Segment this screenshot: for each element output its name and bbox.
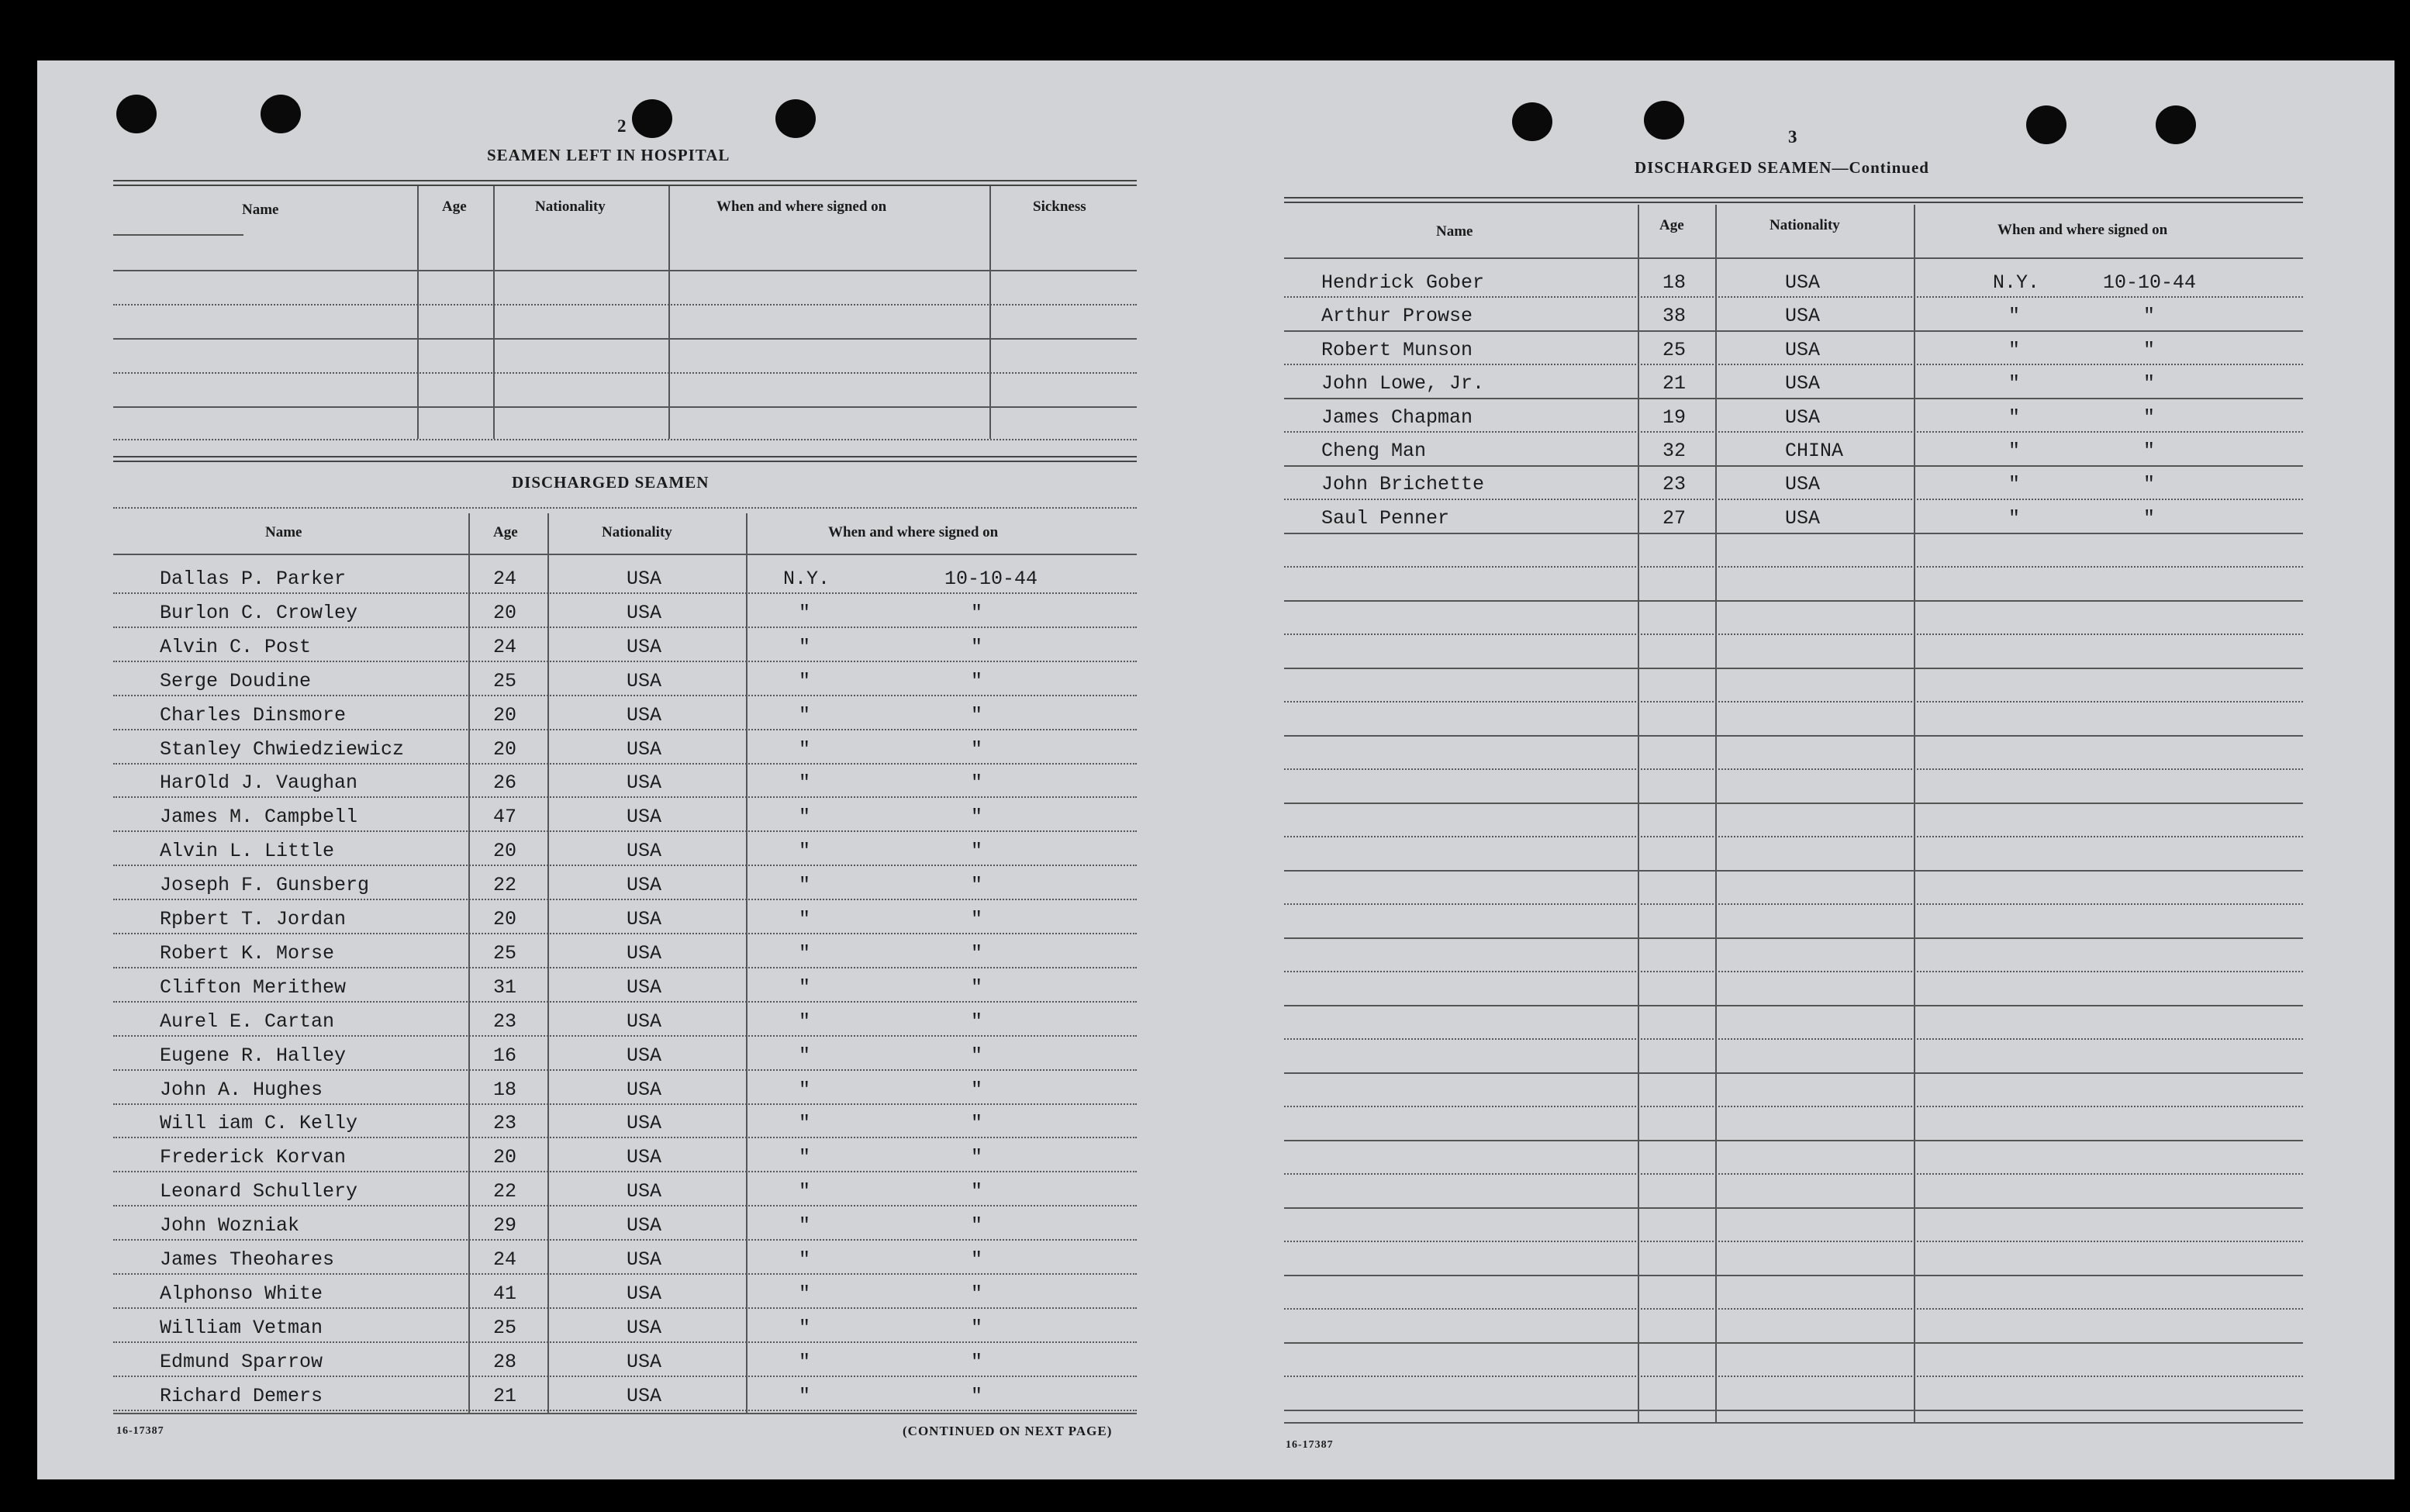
row-rule	[1284, 600, 2303, 602]
signed-on-place: "	[2008, 372, 2021, 395]
rule	[417, 186, 419, 439]
row-rule	[1284, 1005, 2303, 1006]
seaman-age: 23	[1662, 473, 1687, 495]
seaman-age: 21	[1662, 372, 1687, 395]
seaman-age: 20	[493, 840, 517, 862]
seaman-name: Cheng Man	[1321, 440, 1427, 462]
signed-on-place: "	[2008, 305, 2021, 327]
signed-on-place: "	[799, 1146, 811, 1169]
rule	[1638, 205, 1639, 1422]
seaman-age: 16	[493, 1044, 517, 1067]
seaman-age: 18	[1662, 271, 1687, 294]
signed-on-place: "	[799, 602, 811, 624]
seaman-age: 20	[493, 908, 517, 930]
signed-on-place: "	[799, 1351, 811, 1373]
seaman-nationality: USA	[627, 738, 662, 761]
rule	[113, 304, 1137, 306]
seaman-age: 25	[493, 1317, 517, 1339]
seaman-name: Joseph F. Gunsberg	[160, 874, 370, 896]
row-rule	[113, 933, 1137, 934]
seaman-age: 25	[1662, 339, 1687, 361]
seaman-nationality: USA	[627, 636, 662, 658]
rule	[668, 186, 670, 439]
signed-on-date: "	[971, 840, 983, 862]
seaman-nationality: USA	[627, 840, 662, 862]
row-rule	[1284, 566, 2303, 568]
punch-hole	[116, 95, 157, 133]
seaman-name: Dallas P. Parker	[160, 568, 347, 590]
seaman-age: 20	[493, 1146, 517, 1169]
seaman-nationality: USA	[627, 942, 662, 965]
signed-on-place: "	[799, 1044, 811, 1067]
hospital-section-title: SEAMEN LEFT IN HOSPITAL	[487, 146, 730, 164]
row-rule	[1284, 398, 2303, 399]
punch-hole	[2156, 105, 2196, 144]
signed-on-date: "	[2143, 305, 2156, 327]
discharged-header-name: Name	[265, 524, 302, 540]
row-rule	[113, 1069, 1137, 1071]
rule	[468, 513, 470, 1413]
seaman-name: Aurel E. Cartan	[160, 1010, 335, 1033]
seaman-age: 20	[493, 602, 517, 624]
signed-on-place: "	[799, 1248, 811, 1271]
signed-on-place: "	[799, 874, 811, 896]
row-rule	[113, 1273, 1137, 1275]
seaman-nationality: USA	[627, 1180, 662, 1203]
row-rule	[1284, 431, 2303, 433]
seaman-nationality: USA	[1785, 406, 1821, 429]
seaman-age: 25	[493, 670, 517, 692]
seaman-name: HarOld J. Vaughan	[160, 772, 358, 794]
document-sheet	[37, 60, 2394, 1479]
right-header-name: Name	[1436, 223, 1473, 240]
signed-on-date: "	[971, 670, 983, 692]
signed-on-place: "	[799, 772, 811, 794]
signed-on-date: "	[971, 1351, 983, 1373]
signed-on-date: "	[971, 636, 983, 658]
seaman-name: James Chapman	[1321, 406, 1473, 429]
row-rule	[113, 830, 1137, 832]
seaman-age: 32	[1662, 440, 1687, 462]
rule	[1715, 205, 1717, 1422]
seaman-nationality: USA	[1785, 507, 1821, 530]
signed-on-date: "	[971, 1112, 983, 1134]
row-rule	[1284, 1275, 2303, 1276]
seaman-name: Rpbert T. Jordan	[160, 908, 347, 930]
signed-on-date: "	[971, 704, 983, 727]
seaman-nationality: USA	[627, 874, 662, 896]
signed-on-place: "	[2008, 406, 2021, 429]
row-rule	[113, 1341, 1137, 1343]
signed-on-date: "	[971, 1385, 983, 1407]
seaman-age: 25	[493, 942, 517, 965]
seaman-nationality: USA	[627, 806, 662, 828]
seaman-nationality: USA	[1785, 473, 1821, 495]
left-page-number: 2	[617, 116, 627, 136]
hospital-header-signed-on: When and where signed on	[716, 198, 887, 215]
signed-on-date: "	[971, 908, 983, 930]
row-rule	[113, 1103, 1137, 1105]
seaman-name: Leonard Schullery	[160, 1180, 358, 1203]
row-rule	[1284, 633, 2303, 635]
rule	[989, 186, 991, 439]
seaman-age: 22	[493, 1180, 517, 1203]
seaman-name: Edmund Sparrow	[160, 1351, 323, 1373]
row-rule	[1284, 870, 2303, 872]
signed-on-place: N.Y.	[1993, 271, 2040, 294]
row-rule	[113, 729, 1137, 730]
seaman-nationality: USA	[627, 1044, 662, 1067]
punch-hole	[2026, 105, 2066, 144]
seaman-name: Burlon C. Crowley	[160, 602, 358, 624]
seaman-nationality: USA	[1785, 305, 1821, 327]
row-rule	[1284, 836, 2303, 837]
row-rule	[113, 592, 1137, 594]
seaman-age: 20	[493, 704, 517, 727]
signed-on-date: "	[971, 772, 983, 794]
seaman-age: 22	[493, 874, 517, 896]
row-rule	[113, 1239, 1137, 1241]
seaman-age: 38	[1662, 305, 1687, 327]
seaman-age: 20	[493, 738, 517, 761]
seaman-name: Robert K. Morse	[160, 942, 335, 965]
signed-on-place: "	[799, 1112, 811, 1134]
signed-on-place: "	[799, 942, 811, 965]
row-rule	[113, 661, 1137, 662]
signed-on-date: "	[971, 1010, 983, 1033]
seaman-age: 41	[493, 1282, 517, 1305]
signed-on-place: "	[799, 1282, 811, 1305]
discharged-header-age: Age	[493, 524, 518, 540]
row-rule	[113, 627, 1137, 628]
seaman-nationality: USA	[1785, 339, 1821, 361]
row-rule	[113, 1205, 1137, 1206]
seaman-nationality: USA	[627, 1146, 662, 1169]
row-rule	[1284, 1072, 2303, 1074]
right-header-nationality: Nationality	[1770, 217, 1840, 233]
row-rule	[1284, 533, 2303, 534]
row-rule	[113, 1001, 1137, 1003]
seaman-nationality: USA	[627, 1079, 662, 1101]
rule	[113, 456, 1137, 462]
signed-on-date: "	[971, 874, 983, 896]
punch-hole	[632, 99, 672, 138]
signed-on-date: "	[971, 1146, 983, 1169]
signed-on-date: "	[971, 1180, 983, 1203]
hospital-header-nationality: Nationality	[535, 198, 606, 215]
signed-on-place: "	[799, 1214, 811, 1237]
punch-hole	[1512, 102, 1552, 141]
signed-on-date: "	[971, 942, 983, 965]
seaman-age: 28	[493, 1351, 517, 1373]
seaman-nationality: USA	[627, 908, 662, 930]
signed-on-date: "	[971, 1317, 983, 1339]
signed-on-place: "	[799, 670, 811, 692]
row-rule	[113, 1035, 1137, 1037]
rule	[113, 507, 1137, 509]
discharged-header-nationality: Nationality	[602, 524, 672, 540]
seaman-name: Richard Demers	[160, 1385, 323, 1407]
seaman-nationality: USA	[627, 976, 662, 999]
signed-on-date: "	[971, 1079, 983, 1101]
row-rule	[113, 1307, 1137, 1309]
row-rule	[1284, 668, 2303, 669]
seaman-nationality: USA	[627, 772, 662, 794]
seaman-nationality: USA	[1785, 372, 1821, 395]
row-rule	[1284, 1038, 2303, 1040]
row-rule	[1284, 1342, 2303, 1344]
signed-on-place: "	[799, 1010, 811, 1033]
seaman-name: Will iam C. Kelly	[160, 1112, 358, 1134]
row-rule	[1284, 735, 2303, 737]
row-rule	[1284, 1410, 2303, 1411]
seaman-name: James Theohares	[160, 1248, 335, 1271]
row-rule	[1284, 465, 2303, 467]
row-rule	[113, 1410, 1137, 1411]
seaman-age: 26	[493, 772, 517, 794]
discharged-section-title: DISCHARGED SEAMEN	[512, 473, 710, 492]
rule	[1914, 205, 1915, 1422]
seaman-name: John Wozniak	[160, 1214, 300, 1237]
seaman-name: Arthur Prowse	[1321, 305, 1473, 327]
seaman-nationality: USA	[627, 1385, 662, 1407]
seaman-name: Robert Munson	[1321, 339, 1473, 361]
rule	[1284, 257, 2303, 259]
seaman-nationality: CHINA	[1785, 440, 1844, 462]
rule	[113, 372, 1137, 374]
row-rule	[1284, 330, 2303, 332]
row-rule	[1284, 1140, 2303, 1141]
right-header-signed-on: When and where signed on	[1997, 222, 2168, 238]
row-rule	[1284, 803, 2303, 804]
seaman-age: 21	[493, 1385, 517, 1407]
seaman-age: 23	[493, 1010, 517, 1033]
signed-on-date: "	[2143, 372, 2156, 395]
seaman-nationality: USA	[627, 1214, 662, 1237]
rule	[113, 338, 1137, 340]
signed-on-date: "	[2143, 406, 2156, 429]
seaman-name: Alphonso White	[160, 1282, 323, 1305]
row-rule	[1284, 937, 2303, 939]
seaman-age: 23	[493, 1112, 517, 1134]
seaman-name: Alvin L. Little	[160, 840, 335, 862]
row-rule	[113, 1376, 1137, 1377]
seaman-nationality: USA	[627, 1112, 662, 1134]
row-rule	[1284, 1308, 2303, 1310]
seaman-name: Serge Doudine	[160, 670, 312, 692]
seaman-age: 47	[493, 806, 517, 828]
right-form-number: 16-17387	[1286, 1439, 1334, 1451]
seaman-age: 18	[493, 1079, 517, 1101]
punch-hole	[261, 95, 301, 133]
signed-on-place: "	[799, 1079, 811, 1101]
seaman-age: 19	[1662, 406, 1687, 429]
seaman-age: 24	[493, 568, 517, 590]
seaman-age: 29	[493, 1214, 517, 1237]
signed-on-date: "	[2143, 339, 2156, 361]
hospital-header-sickness: Sickness	[1033, 198, 1086, 215]
row-rule	[113, 1137, 1137, 1138]
right-header-age: Age	[1659, 217, 1684, 233]
signed-on-date: "	[2143, 507, 2156, 530]
row-rule	[113, 865, 1137, 866]
row-rule	[1284, 1376, 2303, 1377]
signed-on-date: "	[971, 1044, 983, 1067]
seaman-nationality: USA	[627, 670, 662, 692]
rule	[746, 513, 748, 1413]
row-rule	[1284, 364, 2303, 365]
seaman-name: Hendrick Gober	[1321, 271, 1485, 294]
continued-note: (CONTINUED ON NEXT PAGE)	[903, 1424, 1113, 1438]
signed-on-place: "	[799, 738, 811, 761]
seaman-name: Alvin C. Post	[160, 636, 312, 658]
signed-on-date: "	[971, 602, 983, 624]
row-rule	[113, 899, 1137, 900]
rule	[1284, 1422, 2303, 1424]
signed-on-place: N.Y.	[783, 568, 830, 590]
seaman-nationality: USA	[627, 1248, 662, 1271]
seaman-name: Charles Dinsmore	[160, 704, 347, 727]
seaman-age: 31	[493, 976, 517, 999]
seaman-name: William Vetman	[160, 1317, 323, 1339]
signed-on-date: "	[971, 738, 983, 761]
signed-on-place: "	[2008, 507, 2021, 530]
rule	[113, 439, 1137, 440]
signed-on-place: "	[2008, 440, 2021, 462]
rule	[113, 554, 1137, 555]
seaman-name: Stanley Chwiedziewicz	[160, 738, 405, 761]
signed-on-place: "	[799, 704, 811, 727]
row-rule	[1284, 1106, 2303, 1107]
hospital-header-age: Age	[442, 198, 467, 215]
seaman-name: Saul Penner	[1321, 507, 1450, 530]
signed-on-date: 10-10-44	[944, 568, 1038, 590]
signed-on-place: "	[2008, 339, 2021, 361]
rule	[113, 270, 1137, 271]
signed-on-place: "	[799, 636, 811, 658]
seaman-age: 24	[493, 1248, 517, 1271]
signed-on-place: "	[799, 976, 811, 999]
signed-on-place: "	[799, 908, 811, 930]
signed-on-date: "	[2143, 440, 2156, 462]
left-form-number: 16-17387	[116, 1425, 164, 1437]
rule	[113, 180, 1137, 186]
rule	[113, 406, 1137, 408]
row-rule	[113, 695, 1137, 696]
signed-on-place: "	[799, 806, 811, 828]
signed-on-place: "	[2008, 473, 2021, 495]
right-page-number: 3	[1788, 127, 1797, 147]
row-rule	[1284, 701, 2303, 702]
row-rule	[113, 1171, 1137, 1172]
signed-on-date: "	[971, 806, 983, 828]
seaman-name: John Brichette	[1321, 473, 1485, 495]
seaman-age: 27	[1662, 507, 1687, 530]
seaman-nationality: USA	[627, 568, 662, 590]
row-rule	[1284, 499, 2303, 500]
signed-on-date: "	[2143, 473, 2156, 495]
discharged-header-signed-on: When and where signed on	[828, 524, 999, 540]
row-rule	[113, 763, 1137, 765]
seaman-name: Frederick Korvan	[160, 1146, 347, 1169]
signed-on-date: "	[971, 976, 983, 999]
seaman-name: James M. Campbell	[160, 806, 358, 828]
rule	[113, 234, 243, 236]
seaman-name: John Lowe, Jr.	[1321, 372, 1485, 395]
row-rule	[1284, 296, 2303, 298]
hospital-header-name: Name	[242, 202, 279, 218]
rule	[113, 1413, 1137, 1414]
rule	[547, 513, 549, 1413]
seaman-nationality: USA	[1785, 271, 1821, 294]
seaman-nationality: USA	[627, 1351, 662, 1373]
rule	[493, 186, 495, 439]
punch-hole	[1644, 101, 1684, 140]
signed-on-place: "	[799, 1317, 811, 1339]
seaman-nationality: USA	[627, 1010, 662, 1033]
row-rule	[1284, 903, 2303, 905]
seaman-nationality: USA	[627, 1282, 662, 1305]
signed-on-date: 10-10-44	[2103, 271, 2197, 294]
seaman-age: 24	[493, 636, 517, 658]
signed-on-date: "	[971, 1248, 983, 1271]
signed-on-place: "	[799, 840, 811, 862]
row-rule	[1284, 1241, 2303, 1242]
row-rule	[113, 796, 1137, 798]
seaman-nationality: USA	[627, 1317, 662, 1339]
right-section-title: DISCHARGED SEAMEN—Continued	[1635, 158, 1929, 177]
seaman-name: John A. Hughes	[160, 1079, 323, 1101]
row-rule	[1284, 768, 2303, 770]
seaman-name: Clifton Merithew	[160, 976, 347, 999]
signed-on-place: "	[799, 1180, 811, 1203]
row-rule	[113, 967, 1137, 968]
row-rule	[1284, 1207, 2303, 1209]
seaman-nationality: USA	[627, 602, 662, 624]
row-rule	[1284, 1173, 2303, 1175]
row-rule	[1284, 971, 2303, 972]
seaman-name: Eugene R. Halley	[160, 1044, 347, 1067]
signed-on-place: "	[799, 1385, 811, 1407]
signed-on-date: "	[971, 1214, 983, 1237]
rule	[1284, 197, 2303, 203]
seaman-nationality: USA	[627, 704, 662, 727]
punch-hole	[775, 99, 816, 138]
signed-on-date: "	[971, 1282, 983, 1305]
